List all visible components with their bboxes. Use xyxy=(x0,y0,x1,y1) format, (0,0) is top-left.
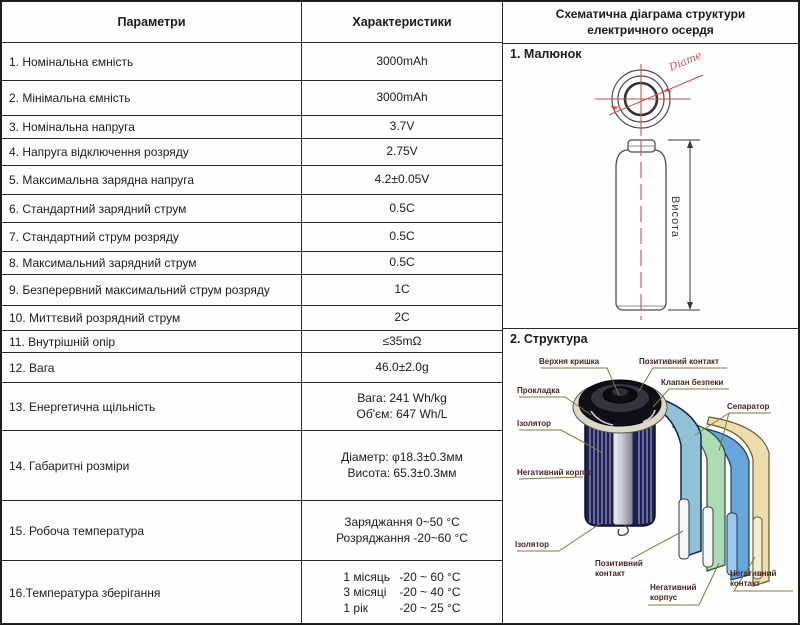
param-label: 12. Вага xyxy=(2,353,302,382)
table-row xyxy=(2,138,502,165)
param-value: Розряджання -20~60 °C xyxy=(336,530,468,545)
schematic-panel xyxy=(502,2,798,623)
param-label: 16.Температура зберігання xyxy=(2,561,302,625)
param-value: 1C xyxy=(394,282,410,297)
param-label: 7. Стандартний струм розряду xyxy=(2,223,302,251)
label-positive-contact-top: Позитивний контакт xyxy=(639,357,719,366)
header-parameters: Параметри xyxy=(2,2,302,42)
storage-range: -20 ~ 40 °C xyxy=(399,585,461,600)
battery-side-view xyxy=(616,140,700,320)
schematic-header xyxy=(503,2,798,44)
param-value: 3000mAh xyxy=(376,90,428,105)
label-top-cap: Верхня кришка xyxy=(539,357,600,366)
param-value: Діаметр: φ18.3±0.3мм xyxy=(341,449,463,464)
param-value: 4.2±0.05V xyxy=(374,172,430,187)
param-value: 3.7V xyxy=(389,119,415,134)
battery-dimension-drawing xyxy=(503,44,799,328)
table-row xyxy=(2,382,502,430)
param-label: 2. Мінімальна ємність xyxy=(2,81,302,115)
table-row xyxy=(2,251,502,274)
battery-top-view xyxy=(595,49,704,136)
label-safety-valve: Клапан безпеки xyxy=(661,378,724,387)
table-row xyxy=(2,222,502,251)
label-separator: Сепаратор xyxy=(727,402,770,411)
param-label: 10. Миттєвий розрядний струм xyxy=(2,306,302,330)
table-row xyxy=(2,305,502,330)
storage-period: 1 рік xyxy=(343,600,369,615)
structure-section xyxy=(503,328,798,621)
table-row xyxy=(2,500,502,560)
table-row xyxy=(2,115,502,138)
table-row xyxy=(2,194,502,222)
storage-range: -20 ~ 25 °C xyxy=(399,600,461,615)
param-label: 11. Внутрішній опір xyxy=(2,331,302,352)
param-label: 6. Стандартний зарядний струм xyxy=(2,195,302,222)
param-value: Заряджання 0~50 °C xyxy=(344,514,460,529)
label-insulator-top: Ізолятор xyxy=(517,419,552,428)
param-value: 0.5C xyxy=(389,255,415,270)
param-label: 1. Номінальна ємність xyxy=(2,43,302,80)
param-value: 3000mAh xyxy=(376,53,428,68)
storage-period: 3 місяці xyxy=(343,585,387,600)
param-value: ≤35mΩ xyxy=(382,333,422,348)
param-value: 0.5C xyxy=(389,229,415,244)
param-label: 8. Максимальний зарядний струм xyxy=(2,252,302,274)
table-header-row xyxy=(2,2,502,42)
storage-range: -20 ~ 60 °C xyxy=(399,569,461,584)
figure-title: 1. Малюнок xyxy=(510,47,582,61)
table-row xyxy=(2,560,502,625)
param-label: 15. Робоча температура xyxy=(2,501,302,560)
param-value: Вага: 241 Wh/kg xyxy=(357,390,447,405)
storage-period: 1 місяць xyxy=(343,569,390,584)
label-positive-contact-bottom: Позитивний контакт xyxy=(595,559,643,578)
param-label: 14. Габаритні розміри xyxy=(2,431,302,500)
param-value: 0.5C xyxy=(389,200,415,215)
param-label: 9. Безперервний максимальний струм розряду xyxy=(2,275,302,305)
param-value: Висота: 65.3±0.3мм xyxy=(347,465,457,480)
param-value: 2.75V xyxy=(386,144,418,159)
figure-section xyxy=(503,44,798,328)
table-row xyxy=(2,352,502,382)
label-negative-contact: Негативний контакт xyxy=(730,569,777,588)
table-row xyxy=(2,42,502,80)
label-insulator-bottom: Ізолятор xyxy=(515,540,550,549)
spec-table xyxy=(2,2,502,623)
param-value: 46.0±2.0g xyxy=(375,359,429,374)
header-characteristics: Характеристики xyxy=(352,14,452,29)
param-label: 13. Енергетична щільність xyxy=(2,383,302,430)
schematic-header-line2: електричного осердя xyxy=(587,22,714,37)
label-negative-case-bottom: Негативний корпус xyxy=(650,583,697,602)
table-row xyxy=(2,80,502,115)
label-gasket: Прокладка xyxy=(517,386,560,395)
schematic-header-line1: Схематична діаграма структури xyxy=(555,7,746,21)
param-label: 4. Напруга відключення розряду xyxy=(2,139,302,165)
label-negative-case-left: Негативний корпус xyxy=(517,468,593,477)
diameter-label: Diame xyxy=(667,49,704,74)
structure-title: 2. Структура xyxy=(510,332,588,346)
table-row xyxy=(2,165,502,194)
storage-temperature-list xyxy=(343,570,460,617)
param-value: Об'єм: 647 Wh/L xyxy=(356,406,448,421)
param-value: 2C xyxy=(394,310,410,325)
height-label: Висота xyxy=(669,196,681,239)
param-label: 3. Номінальна напруга xyxy=(2,116,302,138)
table-row xyxy=(2,330,502,352)
table-row xyxy=(2,430,502,500)
table-row xyxy=(2,274,502,305)
electrode-sheets xyxy=(653,397,769,586)
param-label: 5. Максимальна зарядна напруга xyxy=(2,166,302,194)
